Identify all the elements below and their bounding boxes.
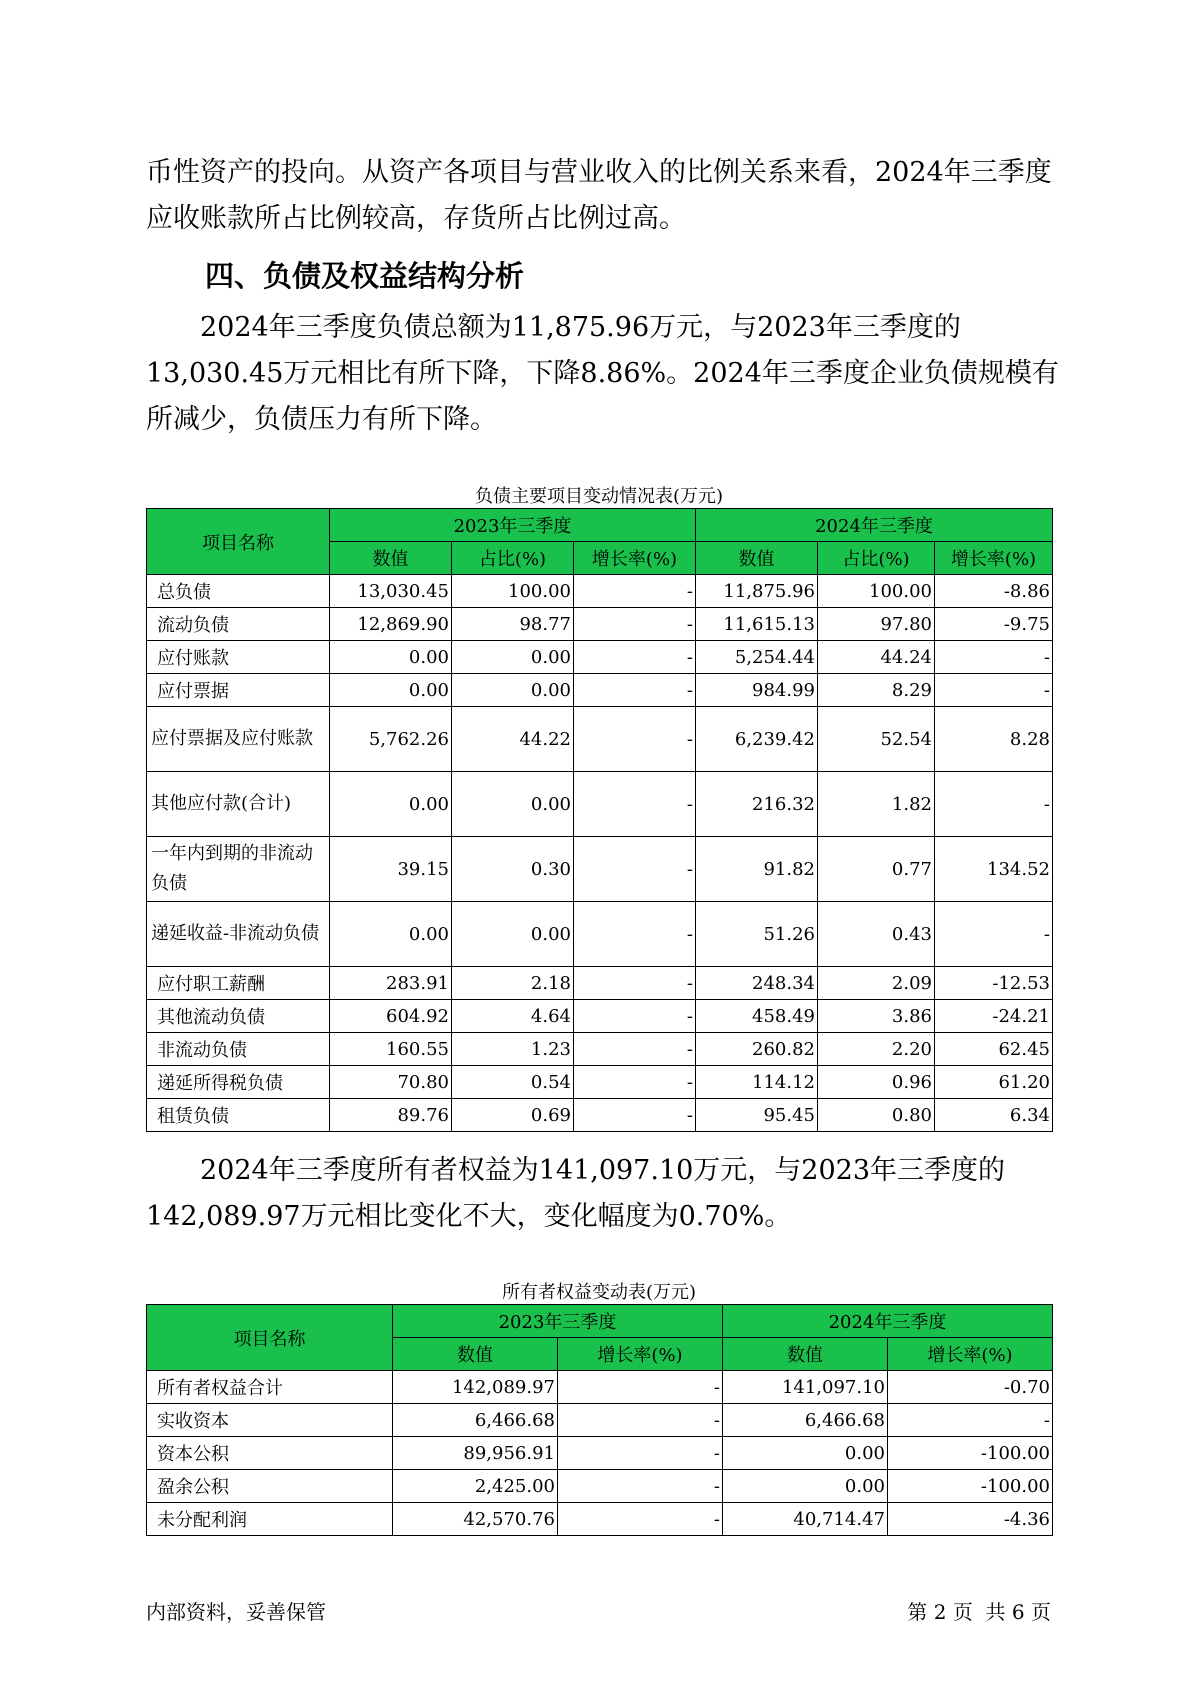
row-cell-v1: 12,869.90 <box>330 608 452 641</box>
row-cell-g1: - <box>574 1000 696 1033</box>
table-row <box>147 772 1053 837</box>
row-cell-v1: 160.55 <box>330 1033 452 1066</box>
row-cell-s2: 97.80 <box>818 608 935 641</box>
row-cell-s2: 0.80 <box>818 1099 935 1132</box>
row-cell-s2: 0.96 <box>818 1066 935 1099</box>
row-item-name: 递延所得税负债 <box>147 1066 330 1099</box>
table-row <box>147 1503 1053 1536</box>
row-item-name: 总负债 <box>147 575 330 608</box>
row-cell-g1: - <box>574 707 696 772</box>
row-cell-s1: 98.77 <box>452 608 574 641</box>
table2-header-2023: 2023年三季度 <box>393 1305 723 1338</box>
table1-caption: 负债主要项目变动情况表(万元) <box>474 486 724 507</box>
row-cell-g1: - <box>558 1437 723 1470</box>
table-row <box>147 575 1053 608</box>
table-row <box>147 1099 1053 1132</box>
row-cell-s2: 100.00 <box>818 575 935 608</box>
row-cell-v1: 0.00 <box>330 902 452 967</box>
row-cell-s1: 2.18 <box>452 967 574 1000</box>
table-row <box>147 1404 1053 1437</box>
row-cell-g1: - <box>574 1033 696 1066</box>
table2-header-item-name: 项目名称 <box>147 1305 393 1371</box>
row-cell-g2: -4.36 <box>888 1503 1053 1536</box>
row-cell-v1: 70.80 <box>330 1066 452 1099</box>
row-item-name: 应付票据 <box>147 674 330 707</box>
row-cell-g2: 62.45 <box>935 1033 1053 1066</box>
row-cell-g2: -12.53 <box>935 967 1053 1000</box>
row-cell-v1: 6,466.68 <box>393 1404 558 1437</box>
row-cell-s1: 0.30 <box>452 837 574 902</box>
row-cell-s1: 100.00 <box>452 575 574 608</box>
row-cell-g1: - <box>574 1099 696 1132</box>
row-cell-v2: 11,615.13 <box>696 608 818 641</box>
row-cell-g2: -8.86 <box>935 575 1053 608</box>
table-row <box>147 902 1053 967</box>
row-item-name: 盈余公积 <box>147 1470 393 1503</box>
row-cell-g1: - <box>558 1503 723 1536</box>
row-cell-g1: - <box>574 575 696 608</box>
row-cell-v2: 40,714.47 <box>723 1503 888 1536</box>
table2-subheader-growth: 增长率(%) <box>558 1338 723 1371</box>
row-cell-v2: 260.82 <box>696 1033 818 1066</box>
row-cell-s2: 2.09 <box>818 967 935 1000</box>
row-cell-s1: 44.22 <box>452 707 574 772</box>
table-row <box>147 967 1053 1000</box>
row-cell-g2: - <box>935 641 1053 674</box>
table1-subheader-growth: 增长率(%) <box>935 542 1053 575</box>
paragraph-equity: 2024年三季度所有者权益为141,097.10万元，与2023年三季度的142,089.97万元相比变化不大，变化幅度为0.70%。 <box>146 1155 1006 1232</box>
row-cell-v2: 6,239.42 <box>696 707 818 772</box>
row-cell-v1: 89.76 <box>330 1099 452 1132</box>
row-cell-g1: - <box>574 608 696 641</box>
row-cell-g1: - <box>574 837 696 902</box>
row-cell-v2: 95.45 <box>696 1099 818 1132</box>
paragraph-assets-conclusion: 币性资产的投向。从资产各项目与营业收入的比例关系来看，2024年三季度应收账款所占比例较高，存货所占比例过高。 <box>146 157 1052 234</box>
row-cell-v2: 0.00 <box>723 1437 888 1470</box>
row-item-name: 非流动负债 <box>147 1033 330 1066</box>
table-row <box>147 674 1053 707</box>
table1-header-2023: 2023年三季度 <box>330 509 696 542</box>
row-cell-s2: 0.43 <box>818 902 935 967</box>
table2-subheader-value: 数值 <box>723 1338 888 1371</box>
row-cell-g2: -100.00 <box>888 1470 1053 1503</box>
row-cell-g1: - <box>558 1404 723 1437</box>
table-row <box>147 1437 1053 1470</box>
row-cell-v1: 283.91 <box>330 967 452 1000</box>
row-cell-g1: - <box>558 1371 723 1404</box>
row-item-name: 资本公积 <box>147 1437 393 1470</box>
row-item-name: 流动负债 <box>147 608 330 641</box>
row-cell-g1: - <box>574 967 696 1000</box>
row-cell-v2: 984.99 <box>696 674 818 707</box>
row-cell-g2: -0.70 <box>888 1371 1053 1404</box>
row-cell-v1: 89,956.91 <box>393 1437 558 1470</box>
row-cell-v1: 2,425.00 <box>393 1470 558 1503</box>
row-item-name: 一年内到期的非流动负债 <box>147 837 330 902</box>
row-cell-v1: 5,762.26 <box>330 707 452 772</box>
row-cell-g2: 6.34 <box>935 1099 1053 1132</box>
row-cell-v2: 458.49 <box>696 1000 818 1033</box>
table-row <box>147 707 1053 772</box>
table1-header-2024: 2024年三季度 <box>696 509 1053 542</box>
row-cell-g1: - <box>574 1066 696 1099</box>
row-cell-v2: 0.00 <box>723 1470 888 1503</box>
row-cell-s1: 0.00 <box>452 902 574 967</box>
row-cell-g1: - <box>574 772 696 837</box>
table-row <box>147 1066 1053 1099</box>
row-cell-g2: -100.00 <box>888 1437 1053 1470</box>
table1-subheader-share: 占比(%) <box>452 542 574 575</box>
row-cell-v1: 39.15 <box>330 837 452 902</box>
row-item-name: 其他流动负债 <box>147 1000 330 1033</box>
footer-page-number: 第 2 页 共 6 页 <box>907 1600 1051 1624</box>
row-cell-v2: 141,097.10 <box>723 1371 888 1404</box>
row-cell-g2: 134.52 <box>935 837 1053 902</box>
row-cell-v1: 0.00 <box>330 674 452 707</box>
table2-caption: 所有者权益变动表(万元) <box>501 1282 697 1303</box>
row-cell-v2: 216.32 <box>696 772 818 837</box>
row-cell-s1: 0.69 <box>452 1099 574 1132</box>
row-item-name: 所有者权益合计 <box>147 1371 393 1404</box>
row-cell-v1: 13,030.45 <box>330 575 452 608</box>
row-cell-g2: 8.28 <box>935 707 1053 772</box>
equity-table <box>146 1304 1053 1536</box>
row-cell-v2: 11,875.96 <box>696 575 818 608</box>
table1-subheader-value: 数值 <box>330 542 452 575</box>
row-cell-g1: - <box>574 902 696 967</box>
paragraph-liabilities: 2024年三季度负债总额为11,875.96万元，与2023年三季度的13,030.45万元相比有所下降，下降8.86%。2024年三季度企业负债规模有所减少，负债压力有所下降。 <box>146 312 1059 435</box>
row-cell-v1: 604.92 <box>330 1000 452 1033</box>
row-cell-g2: - <box>935 674 1053 707</box>
footer-confidential-note: 内部资料，妥善保管 <box>146 1600 326 1624</box>
row-cell-s2: 52.54 <box>818 707 935 772</box>
row-cell-s2: 1.82 <box>818 772 935 837</box>
row-cell-v2: 6,466.68 <box>723 1404 888 1437</box>
row-cell-g2: - <box>935 902 1053 967</box>
row-cell-g2: - <box>935 772 1053 837</box>
row-item-name: 租赁负债 <box>147 1099 330 1132</box>
table-row <box>147 641 1053 674</box>
row-item-name: 递延收益-非流动负债 <box>147 902 330 967</box>
row-cell-v1: 0.00 <box>330 772 452 837</box>
row-item-name: 未分配利润 <box>147 1503 393 1536</box>
row-cell-g1: - <box>574 674 696 707</box>
row-cell-s1: 0.00 <box>452 674 574 707</box>
row-cell-s2: 3.86 <box>818 1000 935 1033</box>
table1-subheader-value: 数值 <box>696 542 818 575</box>
row-cell-s1: 4.64 <box>452 1000 574 1033</box>
section-heading: 四、负债及权益结构分析 <box>205 259 525 293</box>
row-cell-g2: - <box>888 1404 1053 1437</box>
row-cell-v1: 142,089.97 <box>393 1371 558 1404</box>
row-cell-g1: - <box>574 641 696 674</box>
row-cell-s2: 2.20 <box>818 1033 935 1066</box>
row-item-name: 应付票据及应付账款 <box>147 707 330 772</box>
row-cell-s1: 0.00 <box>452 641 574 674</box>
row-cell-g2: -9.75 <box>935 608 1053 641</box>
row-cell-v2: 5,254.44 <box>696 641 818 674</box>
row-cell-s1: 1.23 <box>452 1033 574 1066</box>
table-row <box>147 1000 1053 1033</box>
row-cell-v1: 0.00 <box>330 641 452 674</box>
table1-subheader-growth: 增长率(%) <box>574 542 696 575</box>
table1-header-item-name: 项目名称 <box>147 509 330 575</box>
table-row <box>147 1033 1053 1066</box>
row-cell-g1: - <box>558 1470 723 1503</box>
table2-subheader-growth: 增长率(%) <box>888 1338 1053 1371</box>
row-cell-s2: 0.77 <box>818 837 935 902</box>
row-cell-v2: 248.34 <box>696 967 818 1000</box>
liabilities-table <box>146 508 1053 1132</box>
row-item-name: 应付职工薪酬 <box>147 967 330 1000</box>
table-row <box>147 837 1053 902</box>
row-cell-v2: 91.82 <box>696 837 818 902</box>
row-cell-g2: -24.21 <box>935 1000 1053 1033</box>
row-cell-s2: 8.29 <box>818 674 935 707</box>
table-row <box>147 1470 1053 1503</box>
row-cell-s1: 0.00 <box>452 772 574 837</box>
table2-header-2024: 2024年三季度 <box>723 1305 1053 1338</box>
table1-subheader-share: 占比(%) <box>818 542 935 575</box>
row-item-name: 其他应付款(合计) <box>147 772 330 837</box>
table-row <box>147 608 1053 641</box>
row-cell-v2: 51.26 <box>696 902 818 967</box>
row-item-name: 应付账款 <box>147 641 330 674</box>
row-cell-s2: 44.24 <box>818 641 935 674</box>
row-cell-g2: 61.20 <box>935 1066 1053 1099</box>
row-cell-v2: 114.12 <box>696 1066 818 1099</box>
row-cell-s1: 0.54 <box>452 1066 574 1099</box>
table2-subheader-value: 数值 <box>393 1338 558 1371</box>
row-cell-v1: 42,570.76 <box>393 1503 558 1536</box>
table-row <box>147 1371 1053 1404</box>
row-item-name: 实收资本 <box>147 1404 393 1437</box>
